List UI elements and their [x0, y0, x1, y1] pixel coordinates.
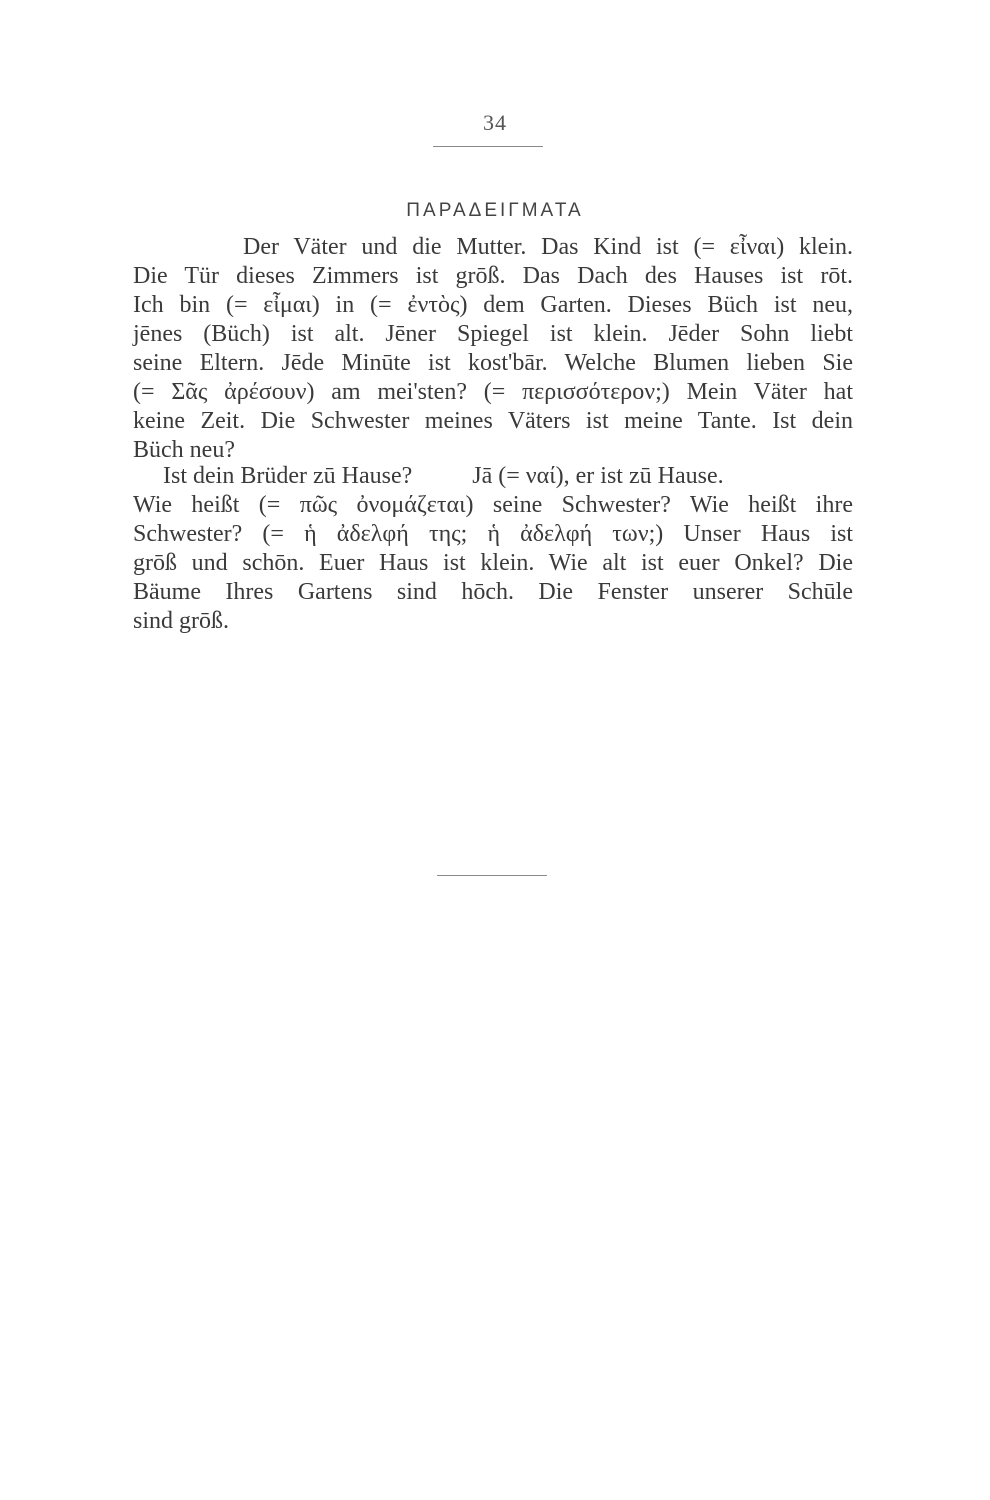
text-line: Wie heißt (= πῶς ὀνομάζεται) seine Schwester? Wie heißt ihre	[133, 492, 853, 518]
text-line: seine Eltern. Jēde Minūte ist kost'bār. Welche Blumen lieben Sie	[133, 350, 853, 376]
text-line: Der Väter und die Mutter. Das Kind ist (= εἶναι) klein.	[243, 234, 853, 260]
text-line: Ist dein Brüder zū Hause? Jā (= ναί), er ist zū Hause.	[163, 463, 724, 489]
page-number: 34	[483, 110, 507, 135]
text-line: Schwester? (= ἡ ἀδελφή της; ἡ ἀδελφή των;) Unser Haus ist	[133, 521, 853, 547]
text-line: (= Σᾶς ἀρέσουν) am mei'sten? (= περισσότερον;) Mein Väter hat	[133, 379, 853, 405]
section-heading: ΠΑΡΑΔΕΙΓΜΑΤΑ	[406, 200, 584, 221]
paragraph-2	[133, 462, 853, 636]
top-divider	[433, 146, 543, 147]
text-line: keine Zeit. Die Schwester meines Väters ist meine Tante. Ist dein	[133, 408, 853, 434]
text-line: Ich bin (= εἶμαι) in (= ἐντὸς) dem Garten. Dieses Büch ist neu,	[133, 292, 853, 318]
bottom-divider	[437, 875, 547, 876]
text-line: Die Tür dieses Zimmers ist grōß. Das Dach des Hauses ist rōt.	[133, 263, 853, 289]
paragraph-1	[133, 233, 853, 465]
text-line: grōß und schōn. Euer Haus ist klein. Wie alt ist euer Onkel? Die	[133, 550, 853, 576]
text-line: Büch neu?	[133, 437, 235, 463]
text-line: sind grōß.	[133, 608, 229, 634]
text-line: jēnes (Büch) ist alt. Jēner Spiegel ist klein. Jēder Sohn liebt	[133, 321, 853, 347]
text-line: Bäume Ihres Gartens sind hōch. Die Fenster unserer Schūle	[133, 579, 853, 605]
